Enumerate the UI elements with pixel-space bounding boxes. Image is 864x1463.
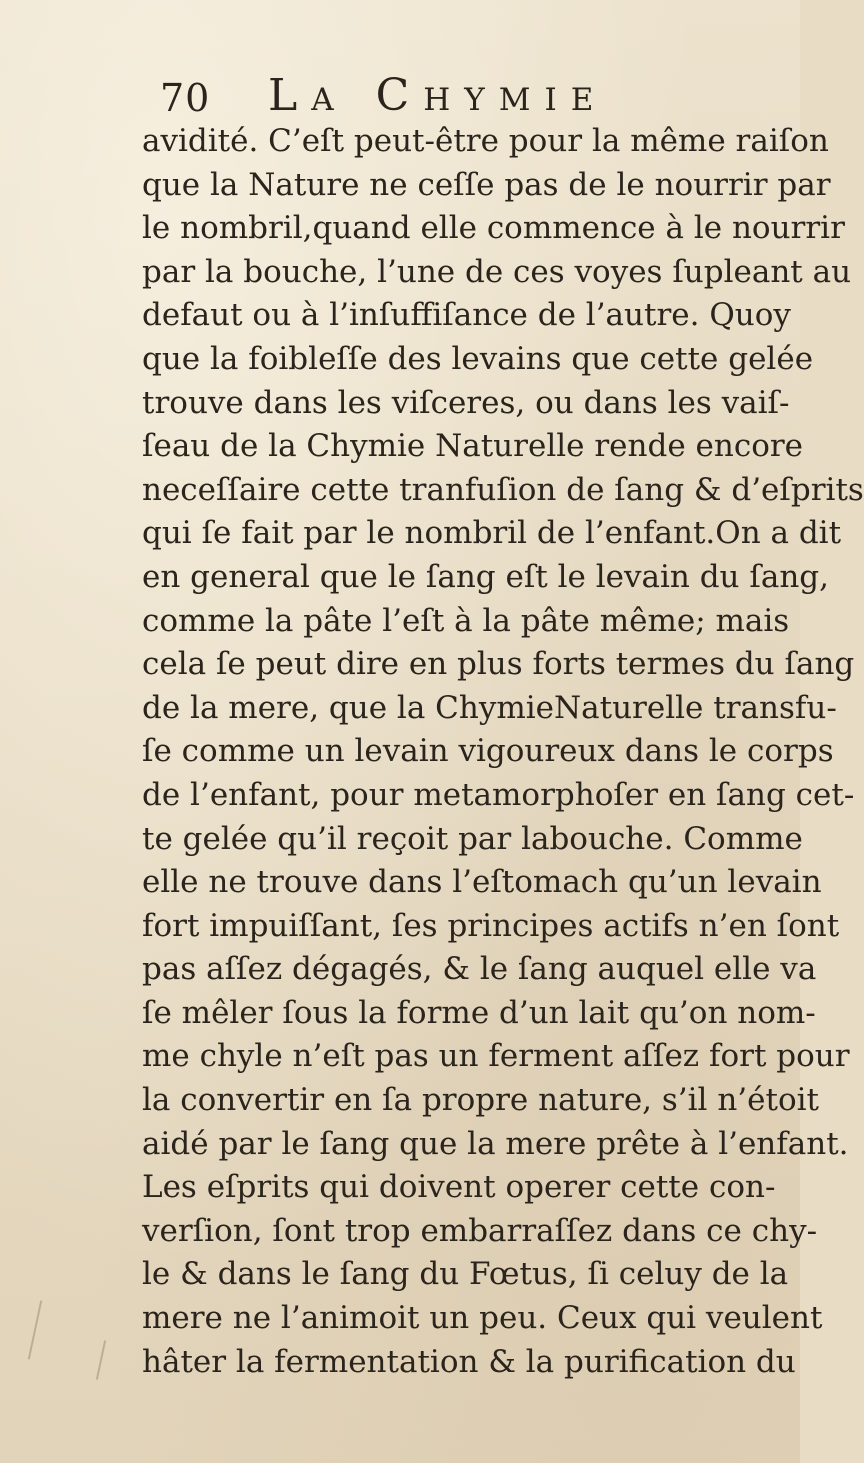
text-line: comme la pâte l’eſt à la pâte même; mais bbox=[142, 602, 790, 639]
text-line: de la mere, que la ChymieNaturelle transfu- bbox=[142, 689, 837, 726]
text-line: neceſſaire cette tranfuſion de ſang & d’eſprits bbox=[142, 471, 864, 508]
text-line: verſion, ſont trop embarraſſez dans ce chy- bbox=[142, 1212, 818, 1249]
text-line: avidité. C’eſt peut-être pour la même raiſon bbox=[142, 123, 829, 159]
text-line: cela ſe peut dire en plus forts termes du ſang bbox=[142, 646, 855, 683]
text-line: le & dans le ſang du Fœtus, ſi celuy de la bbox=[142, 1256, 789, 1293]
paper-mark bbox=[28, 1300, 42, 1359]
text-line: te gelée qu’il reçoit par labouche. Comme bbox=[142, 820, 803, 857]
text-line: en general que le ſang eſt le levain du ſang, bbox=[142, 558, 829, 595]
text-line: ſeau de la Chymie Naturelle rende encore bbox=[142, 428, 804, 465]
text-line: par la bouche, l’une de ces voyes ſupleant au bbox=[142, 253, 852, 290]
text-line: hâter la fermentation & la purification du bbox=[142, 1343, 796, 1380]
running-title: La Chymie bbox=[268, 70, 608, 121]
paper-mark bbox=[96, 1340, 106, 1380]
body-text bbox=[142, 120, 864, 1384]
page-header bbox=[160, 66, 680, 126]
text-line: que la Nature ne ceſſe pas de le nourrir par bbox=[142, 166, 831, 203]
text-line: fort impuiſſant, ſes principes actifs n’en ſont bbox=[142, 907, 840, 944]
text-line: me chyle n’eſt pas un ferment aſſez fort pour bbox=[142, 1038, 850, 1075]
text-line: mere ne l’animoit un peu. Ceux qui veulent bbox=[142, 1300, 823, 1337]
text-line: ſe comme un levain vigoureux dans le corps bbox=[142, 733, 834, 770]
text-line: la convertir en ſa propre nature, s’il n’étoit bbox=[142, 1082, 819, 1119]
text-line: de l’enfant, pour metamorphoſer en ſang cet- bbox=[142, 776, 855, 813]
text-line: que la foibleſſe des levains que cette gelée bbox=[142, 340, 814, 377]
text-line: Les eſprits qui doivent operer cette con- bbox=[142, 1169, 776, 1206]
page-number: 70 bbox=[160, 76, 211, 120]
text-line: elle ne trouve dans l’eſtomach qu’un levain bbox=[142, 864, 822, 901]
text-line: trouve dans les viſceres, ou dans les vaiſ- bbox=[142, 384, 790, 421]
text-line: defaut ou à l’inſuffiſance de l’autre. Quoy bbox=[142, 297, 791, 334]
text-line: qui ſe fait par le nombril de l’enfant.On a dit bbox=[142, 515, 842, 552]
text-line: le nombril,quand elle commence à le nourrir bbox=[142, 210, 845, 247]
text-line: ſe mêler ſous la forme d’un lait qu’on nom- bbox=[142, 994, 816, 1031]
text-line: aidé par le ſang que la mere prête à l’enfant. bbox=[142, 1125, 849, 1162]
text-line: pas aſſez dégagés, & le ſang auquel elle va bbox=[142, 951, 817, 988]
